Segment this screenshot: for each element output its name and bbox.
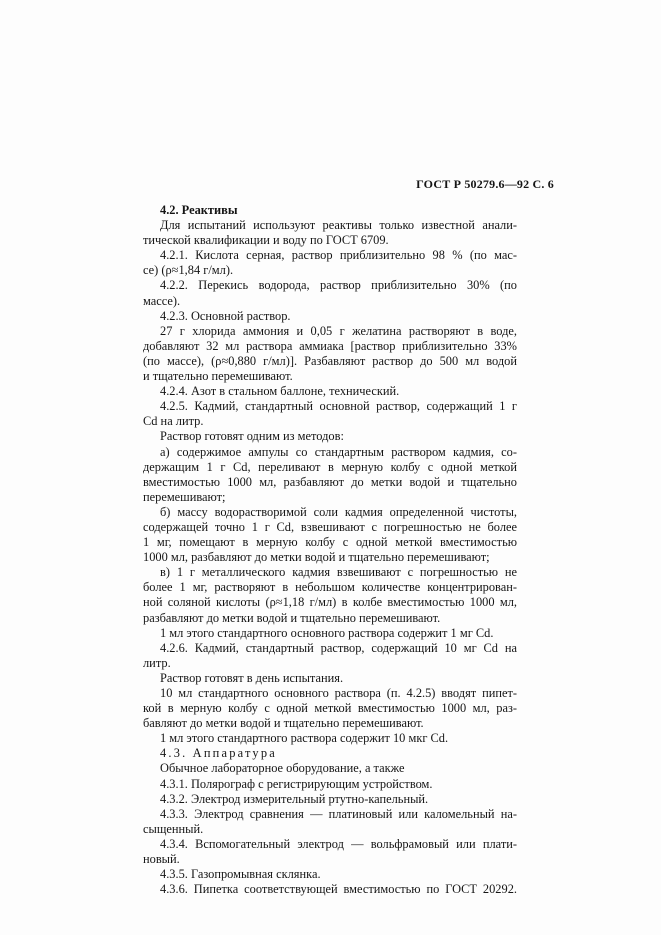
text-line: Cd на литр. xyxy=(143,414,204,429)
text-line: 4.2. Реактивы xyxy=(160,203,238,217)
text-line: Раствор готовят одним из методов: xyxy=(160,429,344,444)
text-line: более 1 мг, растворяют в небольшом количестве концентрирован- xyxy=(143,580,517,595)
text-line: Обычное лабораторное оборудование, а также xyxy=(160,761,405,776)
text-line: вместимостью 1000 мл, разбавляют до метки водой и тщательно xyxy=(143,474,517,489)
text-line: ной соляной кислоты (ρ≈1,18 г/мл) в колбе вместимостью 1000 мл, xyxy=(143,595,517,610)
text-line: а) содержимое ампулы со стандартным раствором кадмия, со- xyxy=(160,444,517,459)
text-line: 1 мл этого стандартного раствора содержит 10 мкг Cd. xyxy=(160,731,449,746)
text-line: 10 мл стандартного основного раствора (п. 4.2.5) вводят пипет- xyxy=(160,686,517,700)
text-line: 4.2.6. Кадмий, стандартный раствор, содержащий 10 мг Cd на xyxy=(160,640,517,655)
text-line: 4.3.1. Полярограф с регистрирующим устройством. xyxy=(160,776,433,791)
page-header: ГОСТ Р 50279.6—92 С. 6 xyxy=(416,177,554,191)
text-line: 4.2.2. Перекись водорода, раствор приблизительно 30% (по xyxy=(160,278,517,293)
text-line: 4.3.2. Электрод измерительный ртутно-капельный. xyxy=(160,791,429,806)
text-line: 4.2.3. Основной раствор. xyxy=(160,308,291,323)
text-line: 4.3.4. Вспомогательный электрод — вольфрамовый или плати- xyxy=(160,836,517,851)
text-line: се) (ρ≈1,84 г/мл). xyxy=(143,263,234,278)
text-line: 4.3. Аппаратура xyxy=(160,746,277,761)
text-line: и тщательно перемешивают. xyxy=(143,369,293,384)
text-line: 4.2.1. Кислота серная, раствор приблизительно 98 % (по мас- xyxy=(160,248,517,263)
text-line: 4.3.6. Пипетка соответствующей вместимостью по ГОСТ 20292. xyxy=(160,882,517,897)
text-line: кой в мерную колбу с одной меткой вместимостью 1000 мл, раз- xyxy=(143,701,517,716)
text-line: в) 1 г металлического кадмия взвешивают с погрешностью не xyxy=(160,565,517,580)
text-line: массе). xyxy=(143,293,181,308)
text-line: 4.2.4. Азот в стальном баллоне, технический. xyxy=(160,384,400,399)
text-line: 1 мл этого стандартного основного раствора содержит 1 мг Cd. xyxy=(160,625,494,640)
text-line: 27 г хлорида аммония и 0,05 г желатина растворяют в воде, xyxy=(160,323,517,338)
text-line: Раствор готовят в день испытания. xyxy=(160,670,344,685)
text-line: добавляют 32 мл раствора аммиака [раствор приблизительно 33% xyxy=(143,338,517,353)
text-line: держащим 1 г Cd, переливают в мерную колбу с одной меткой xyxy=(143,459,517,474)
text-line: тической квалификации и воду по ГОСТ 6709. xyxy=(143,233,389,248)
text-line: Для испытаний используют реактивы только известной анали- xyxy=(160,218,517,233)
text-line: 4.3.5. Газопромывная склянка. xyxy=(160,867,321,882)
text-line: 4.3.3. Электрод сравнения — платиновый или каломельный на- xyxy=(160,806,517,821)
text-line: новый. xyxy=(143,852,180,867)
text-line: перемешивают; xyxy=(143,489,226,504)
text-line: содержащей точно 1 г Cd, взвешивают с погрешностью не более xyxy=(143,519,517,534)
text-line: сыщенный. xyxy=(143,821,204,836)
text-line: (по массе), (ρ≈0,880 г/мл)]. Разбавляют раствор до 500 мл водой xyxy=(143,353,517,368)
text-line: 1 мг, помещают в мерную колбу с одной меткой вместимостью xyxy=(143,535,517,550)
text-line: литр. xyxy=(143,655,171,670)
text-line: 1000 мл, разбавляют до метки водой и тщательно перемешивают; xyxy=(143,550,490,565)
document-body xyxy=(143,203,517,897)
text-line: б) массу водорастворимой соли кадмия определенной чистоты, xyxy=(160,504,517,519)
text-line: бавляют до метки водой и тщательно перемешивают. xyxy=(143,716,424,731)
text-line: разбавляют до метки водой и тщательно перемешивают. xyxy=(143,610,441,625)
text-line: 4.2.5. Кадмий, стандартный основной раствор, содержащий 1 г xyxy=(160,399,517,414)
